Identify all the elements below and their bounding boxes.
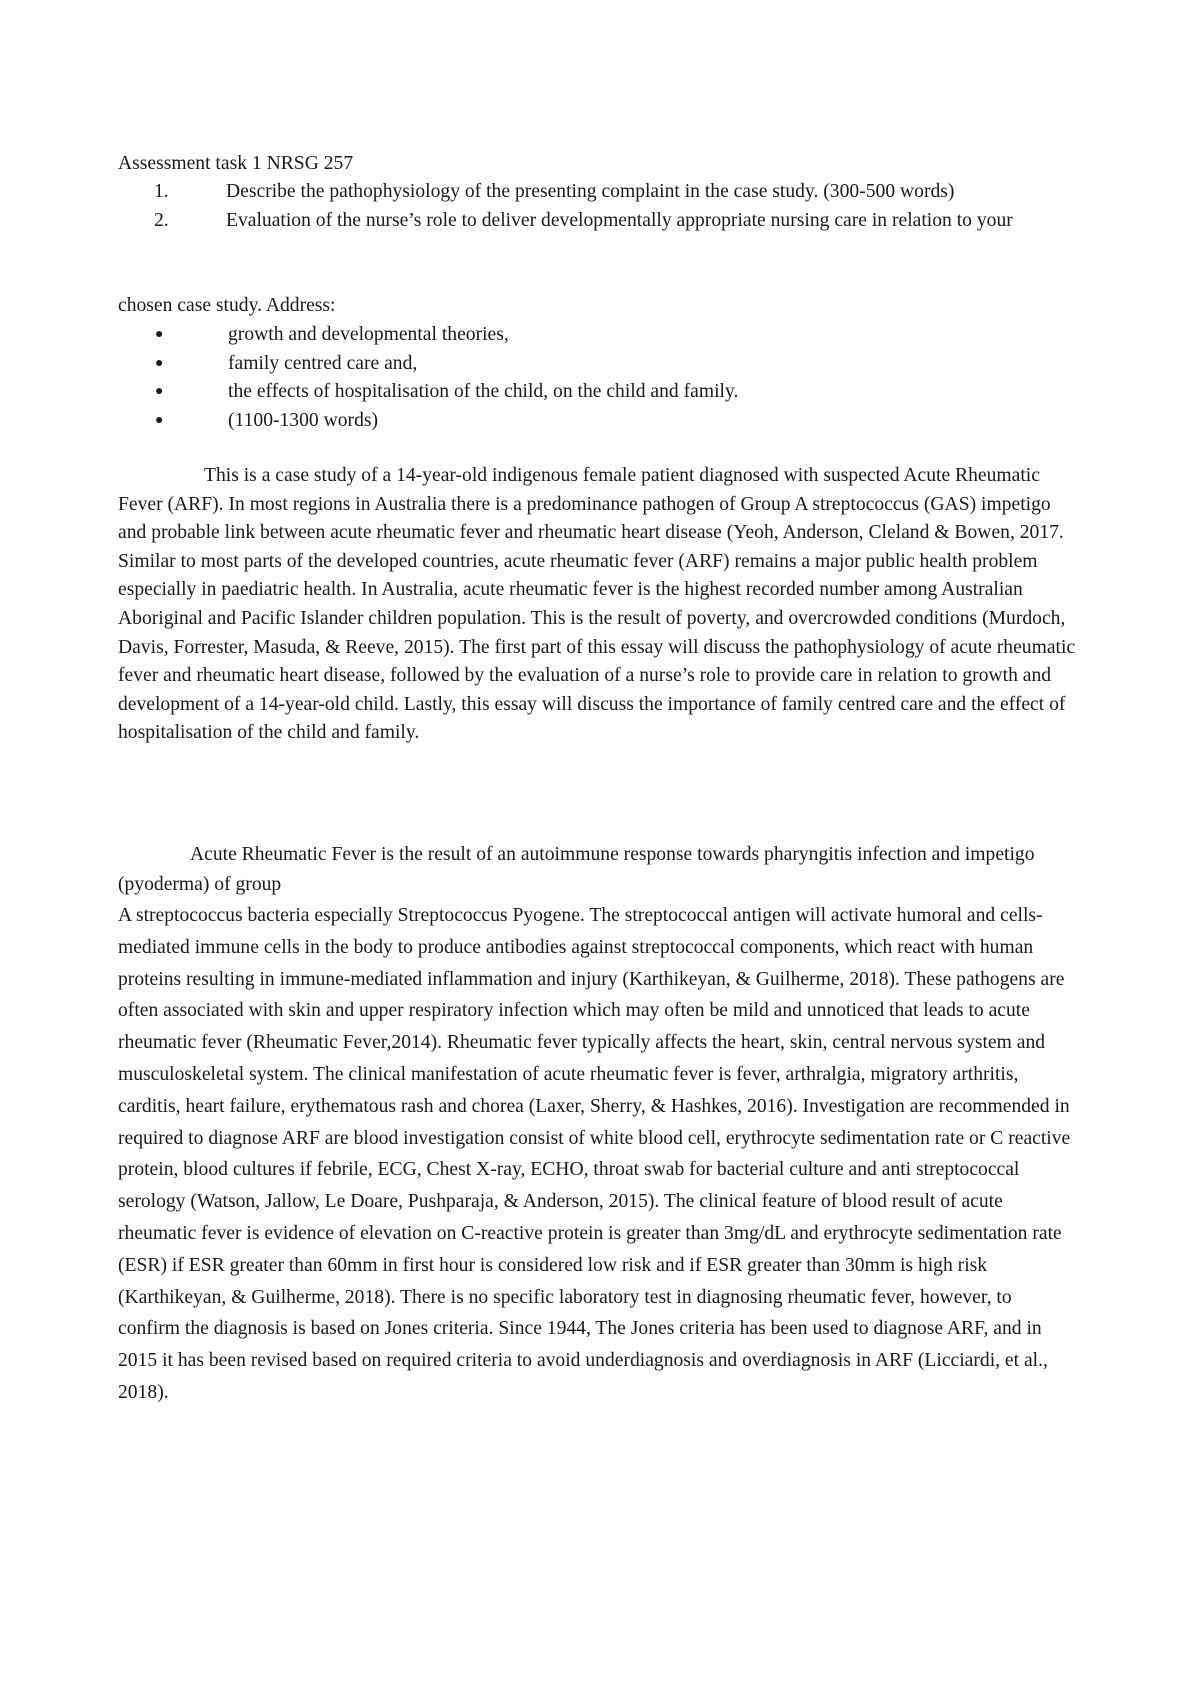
bullet-text: (1100-1300 words) (228, 409, 379, 431)
task-item-2 (118, 207, 1078, 236)
task-text-1: Describe the pathophysiology of the presenting complaint in the case study. (300-500 words) (226, 181, 955, 202)
bullet-icon: ● (155, 355, 164, 371)
task-number-1: 1. (154, 181, 169, 202)
intro-paragraph: This is a case study of a 14-year-old indigenous female patient diagnosed with suspected Acute Rheumatic Fever (ARF). In most regions in Australia there is a predominance pathogen of Group A streptococcus (GAS) impetigo and probable link between acute rheumatic fever and rheumatic heart disease (Yeoh, Anderson, Cleland & Bowen, 2017. Similar to most parts of the developed countries, acute rheumatic fever (ARF) remains a major public health problem especially in paediatric health. In Australia, acute rheumatic fever is the highest recorded number among Australian Aboriginal and Pacific Islander children population. This is the result of poverty, and overcrowded conditions (Murdoch, Davis, Forrester, Masuda, & Reeve, 2015). The first part of this essay will discuss the pathophysiology of acute rheumatic fever and rheumatic heart disease, followed by the evaluation of a nurse’s role to provide care in relation to growth and development of a 14-year-old child. Lastly, this essay will discuss the importance of family centred care and the effect of hospitalisation of the child and family. (118, 465, 1076, 744)
address-line: chosen case study. Address: (118, 295, 336, 316)
bullet-icon: ● (155, 384, 164, 400)
task-number-2: 2. (154, 209, 169, 231)
bullet-item (118, 350, 738, 379)
bullet-icon: ● (155, 412, 164, 428)
task-list (118, 178, 1078, 235)
bullet-item (118, 378, 738, 407)
bullet-icon: ● (155, 327, 164, 342)
task-text-2: Evaluation of the nurse’s role to deliver developmentally appropriate nursing care in relation to your (226, 209, 1013, 231)
bullet-text: the effects of hospitalisation of the child, on the child and family. (228, 381, 739, 403)
document-title: Assessment task 1 NRSG 257 (118, 153, 354, 174)
bullet-item (118, 407, 738, 436)
arf-paragraph-opening: Acute Rheumatic Fever is the result of an autoimmune response towards pharyngitis infection and impetigo (pyoderma) of group (118, 844, 1035, 895)
bullet-text: growth and developmental theories, (228, 324, 509, 345)
bullet-item (118, 321, 738, 350)
task-item-1 (118, 178, 1078, 207)
address-bullet-list (118, 321, 738, 435)
bullet-text: family centred care and, (228, 352, 418, 374)
arf-paragraph-body: A streptococcus bacteria especially Streptococcus Pyogene. The streptococcal antigen will activate humoral and cells-mediated immune cells in the body to produce antibodies against streptococcal components, which react with human proteins resulting in immune-mediated inflammation and injury (Karthikeyan, & Guilherme, 2018). These pathogens are often associated with skin and upper respiratory infection which may often be mild and unnoticed that leads to acute rheumatic fever (Rheumatic Fever,2014). Rheumatic fever typically affects the heart, skin, central nervous system and musculoskeletal system. The clinical manifestation of acute rheumatic fever is fever, arthralgia, migratory arthritis, carditis, heart failure, erythematous rash and chorea (Laxer, Sherry, & Hashkes, 2016). Investigation are recommended in required to diagnose ARF are blood investigation consist of white blood cell, erythrocyte sedimentation rate or C reactive protein, blood cultures if febrile, ECG, Chest X-ray, ECHO, throat swab for bacterial culture and anti streptococcal serology (Watson, Jallow, Le Doare, Pushparaja, & Anderson, 2015). The clinical feature of blood result of acute rheumatic fever is evidence of elevation on C-reactive protein is greater than 3mg/dL and erythrocyte sedimentation rate (ESR) if ESR greater than 60mm in first hour is considered low risk and if ESR greater than 30mm is high risk (Karthikeyan, & Guilherme, 2018). There is no specific laboratory test in diagnosing rheumatic fever, however, to confirm the diagnosis is based on Jones criteria. Since 1944, The Jones criteria has been used to diagnose ARF, and in 2015 it has been revised based on required criteria to avoid underdiagnosis and overdiagnosis in ARF (Licciardi, et al., 2018). (118, 905, 1071, 1403)
